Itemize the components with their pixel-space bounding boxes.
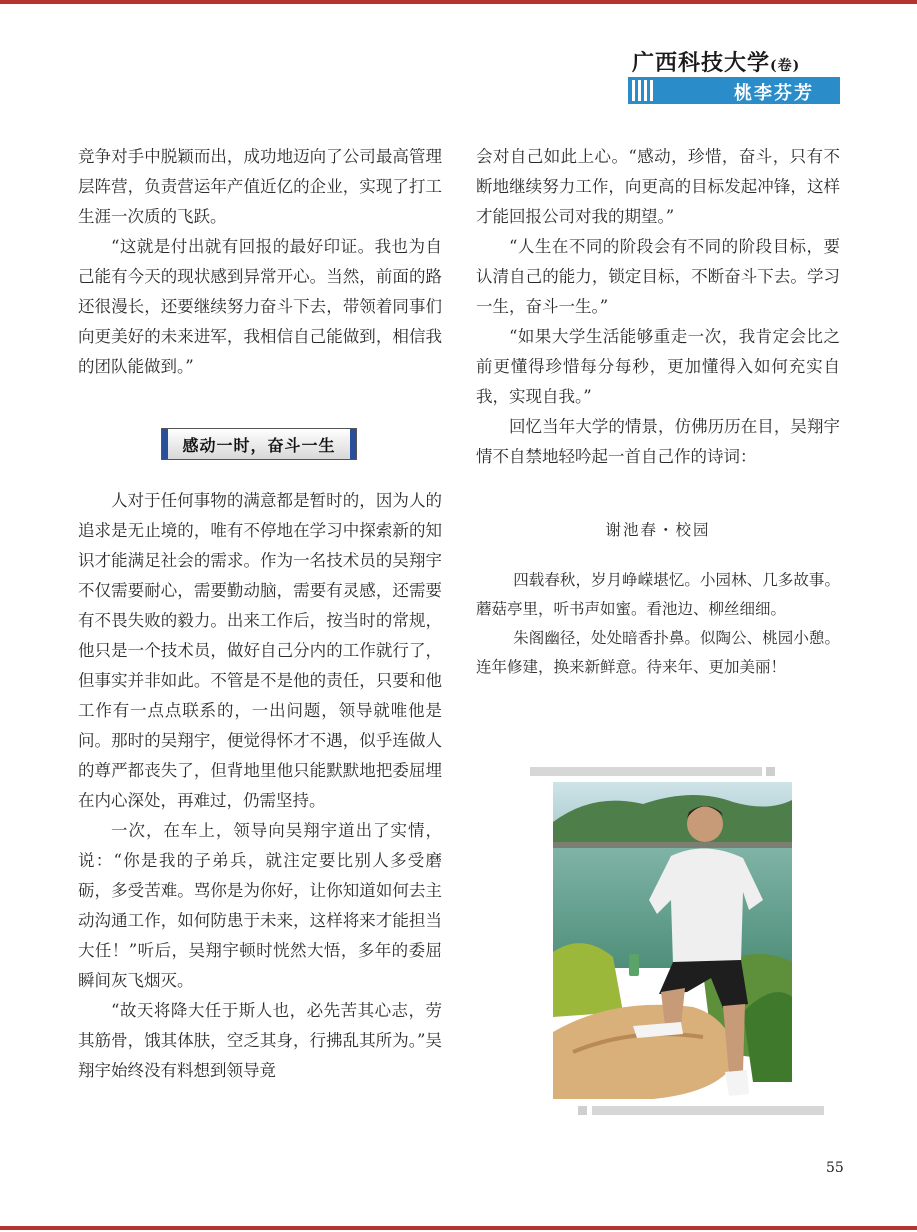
right-column xyxy=(476,142,840,472)
bottom-rule xyxy=(0,1226,917,1230)
section-heading-text: 感动一时，奋斗一生 xyxy=(182,436,336,455)
paragraph: 回忆当年大学的情景，仿佛历历在目，吴翔宇情不自禁地轻吟起一首自己作的诗词： xyxy=(476,417,840,466)
paragraph: 一次，在车上，领导向吴翔宇道出了实情，说：“你是我的子弟兵，就注定要比别人多受磨砺，多受苦难。骂你是为你好，让你知道如何去主动沟通工作，如何防患于未来，这样将来才能担当大任！”听后，吴翔宇顿时恍然大悟，多年的委屈瞬间灰飞烟灭。 xyxy=(78,821,442,990)
paragraph: 竞争对手中脱颖而出，成功地迈向了公司最高管理层阵营，负责营运年产值近亿的企业，实现了打工生涯一次质的飞跃。 xyxy=(78,147,442,226)
paragraph: “这就是付出就有回报的最好印证。我也为自己能有今天的现状感到异常开心。当然，前面的路还很漫长，还要继续努力奋斗下去，带领着同事们向更美好的未来进军，我相信自己能做到，相信我的团队能做到。” xyxy=(78,237,442,376)
portrait-photo xyxy=(553,782,792,1099)
stripe-decoration xyxy=(632,80,653,101)
paragraph: “人生在不同的阶段会有不同的阶段目标，要认清自己的能力，锁定目标，不断奋斗下去。学习一生，奋斗一生。” xyxy=(476,237,840,316)
paragraph: “如果大学生活能够重走一次，我肯定会比之前更懂得珍惜每分每秒，更加懂得入如何充实自我，实现自我。” xyxy=(476,327,840,406)
volume-label: (卷) xyxy=(770,58,801,74)
poem-title: 谢池春・校园 xyxy=(605,521,711,539)
header-title xyxy=(632,46,800,77)
left-column-lower xyxy=(78,486,442,1086)
header-banner xyxy=(628,77,840,104)
poem-stanza: 四载春秋，岁月峥嵘堪忆。小园林、几多故事。蘑菇亭里，听书声如蜜。看池边、柳丝细细。 xyxy=(476,571,840,618)
left-column xyxy=(78,142,442,382)
photo-frame-bar xyxy=(592,1106,824,1115)
paragraph: 会对自己如此上心。“感动，珍惜，奋斗，只有不断地继续努力工作，向更高的目标发起冲锋，这样才能回报公司对我的期望。” xyxy=(476,147,840,226)
section-tag: 桃李芬芳 xyxy=(734,83,814,104)
photo-frame-square xyxy=(578,1106,587,1115)
section-heading xyxy=(161,428,357,460)
photo-frame-bar xyxy=(530,767,762,776)
school-name: 广西科技大学 xyxy=(632,50,771,76)
paragraph: “故天将降大任于斯人也，必先苦其心志，劳其筋骨，饿其体肤，空乏其身，行拂乱其所为。”吴翔宇始终没有料想到领导竟 xyxy=(78,1001,442,1080)
poem-stanza: 朱阁幽径，处处暗香扑鼻。似陶公、桃园小憩。连年修建，换来新鲜意。待来年、更加美丽！ xyxy=(476,629,840,676)
paragraph: 人对于任何事物的满意都是暂时的，因为人的追求是无止境的，唯有不停地在学习中探索新的知识才能满足社会的需求。作为一名技术员的吴翔宇不仅需要耐心，需要勤动脑，需要有灵感，还需要有不畏失败的毅力。出来工作后，按当时的常规，他只是一个技术员，做好自己分内的工作就行了，但事实并非如此。不管是不是他的责任，只要和他工作有一点点联系的，一出问题，领导就唯他是问。那时的吴翔宇，便觉得怀才不遇，似乎连做人的尊严都丧失了，但背地里他只能默默地把委屈埋在内心深处，再难过，仍需坚持。 xyxy=(78,491,442,810)
photo-frame-square xyxy=(766,767,775,776)
top-rule xyxy=(0,0,917,4)
poem-body xyxy=(476,566,840,682)
page-number: 55 xyxy=(826,1160,844,1176)
